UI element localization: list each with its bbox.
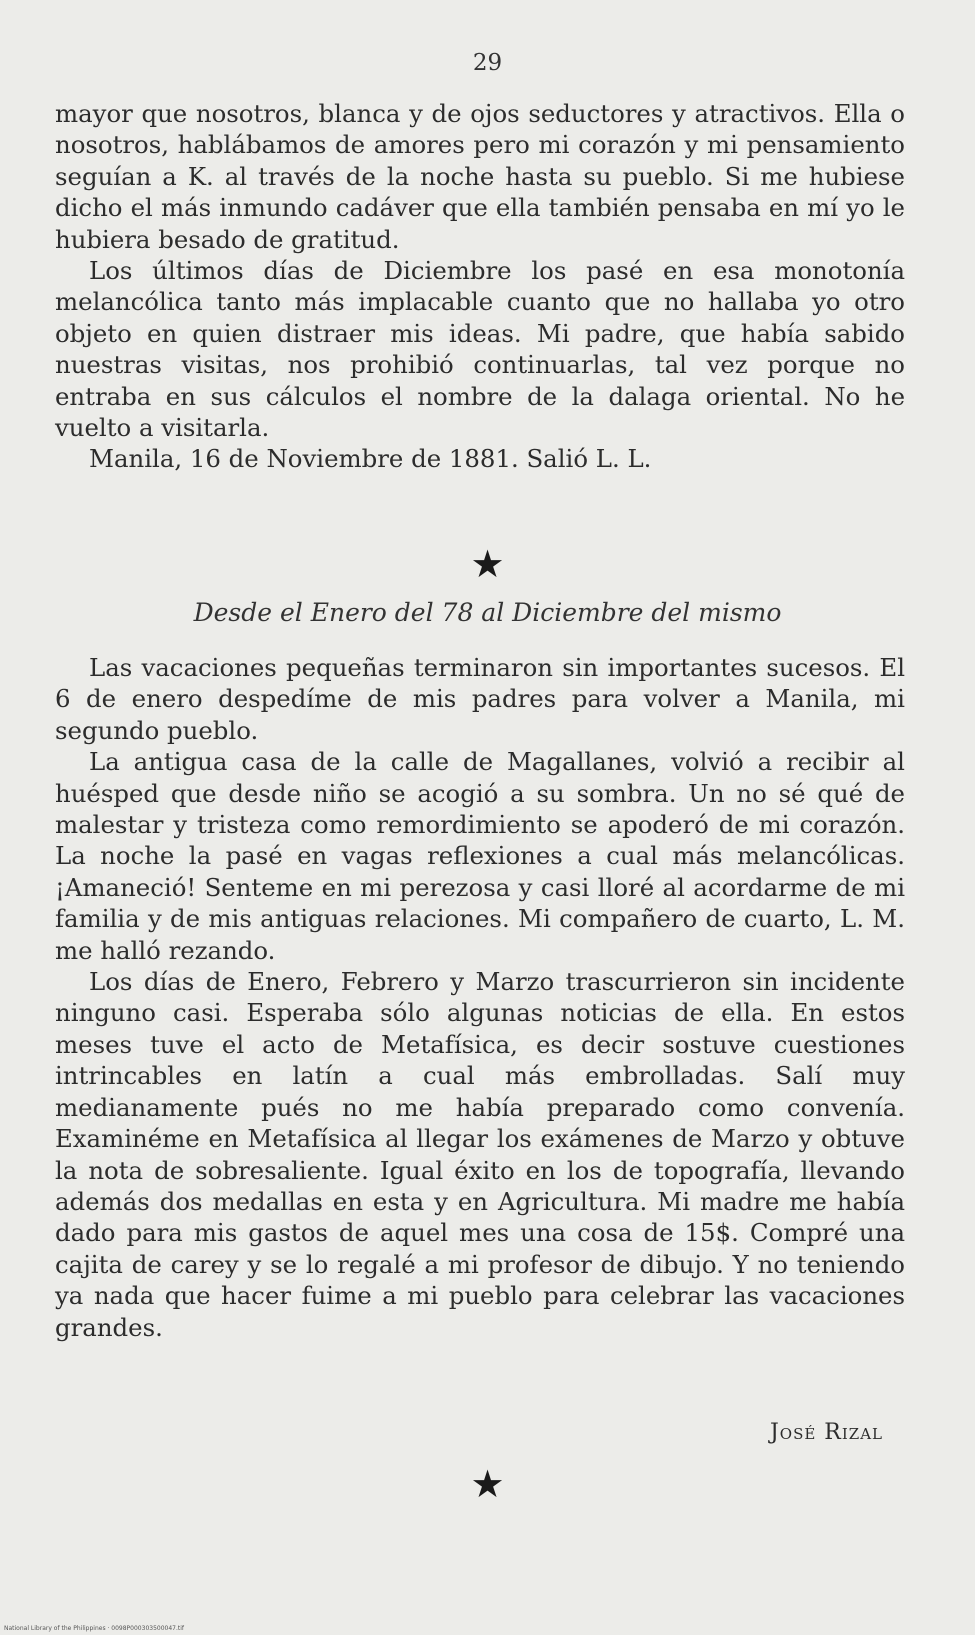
dateline: Manila, 16 de Noviembre de 1881. Salió L. L. <box>89 444 652 474</box>
star-separator-icon: ★ <box>470 1462 505 1506</box>
paragraph: Los últimos días de Diciembre los pasé en esa monotonía melancólica tanto más implacable cuanto que no hallaba yo otro objeto en quien distraer mis ideas. Mi padre, que había sabido nuestras visitas, nos prohibió continuarlas, tal vez porque no entraba en sus cálculos el nombre de la dalaga oriental. No he vuelto a visitarla. <box>55 256 905 443</box>
section-body-text <box>55 652 905 1343</box>
footer-credit: National Library of the Philippines · 0098P000303500047.tif <box>4 1625 185 1632</box>
paragraph: Las vacaciones pequeñas terminaron sin importantes sucesos. El 6 de enero despedíme de mis padres para volver a Manila, mi segundo pueblo. <box>55 653 905 745</box>
previous-section-text <box>55 98 905 475</box>
paragraph: mayor que nosotros, blanca y de ojos seductores y atractivos. Ella o nosotros, hablábamos de amores pero mi corazón y mi pensamiento seguían a K. al través de la noche hasta su pueblo. Si me hubiese dicho el más inmundo cadáver que ella también pensaba en mí yo le hubiera besado de gratitud. <box>55 99 905 254</box>
author-signature: José Rizal <box>769 1420 883 1445</box>
star-separator-icon: ★ <box>470 542 505 586</box>
section-title: Desde el Enero del 78 al Diciembre del mismo <box>193 598 782 627</box>
paragraph: Los días de Enero, Febrero y Marzo trascurrieron sin incidente ninguno casi. Esperaba sólo algunas noticias de ella. En estos meses tuve el acto de Metafísica, es decir sostuve cuestiones intrincables en latín a cual más embrolladas. Salí muy medianamente pués no me había preparado como convenía. Examinéme en Metafísica al llegar los exámenes de Marzo y obtuve la nota de sobresaliente. Igual éxito en los de topografía, llevando además dos medallas en esta y en Agricultura. Mi madre me había dado para mis gastos de aquel mes una cosa de 15$. Compré una cajita de carey y se lo regalé a mi profesor de dibujo. Y no teniendo ya nada que hacer fuime a mi pueblo para celebrar las vacaciones grandes. <box>55 967 905 1342</box>
paragraph: La antigua casa de la calle de Magallanes, volvió a recibir al huésped que desde niño se acogió a su sombra. Un no sé qué de malestar y tristeza como remordimiento se apoderó de mi corazón. La noche la pasé en vagas reflexiones a cual más melancólicas. ¡Amaneció! Senteme en mi perezosa y casi lloré al acordarme de mi familia y de mis antiguas relaciones. Mi compañero de cuarto, L. M. me halló rezando. <box>55 747 905 965</box>
page-number: 29 <box>472 50 503 76</box>
